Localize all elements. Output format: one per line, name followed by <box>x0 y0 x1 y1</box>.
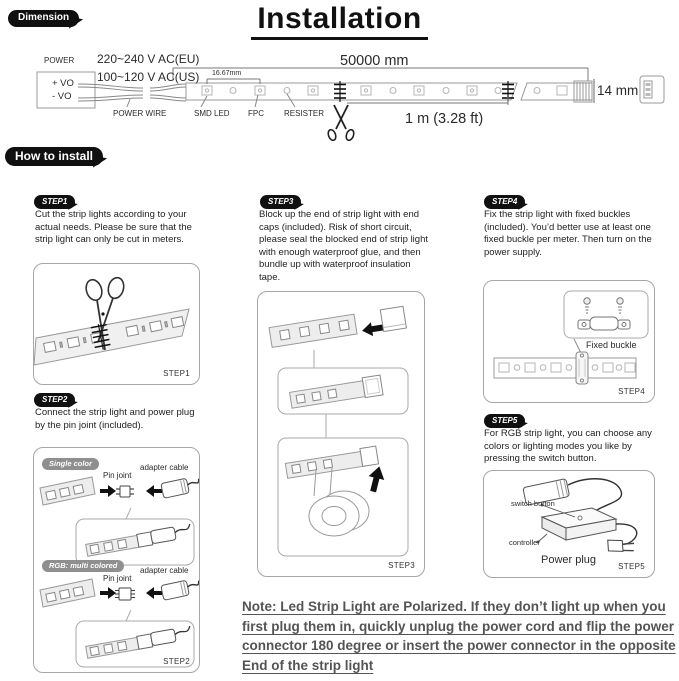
adapter-cable <box>568 479 622 513</box>
step4-diagram-tag: STEP4 <box>618 387 645 396</box>
arrow-left-icon <box>361 320 385 337</box>
step3-diagram <box>257 291 425 577</box>
switch-button-label: switch button <box>511 499 555 508</box>
positive-terminal-label: + VO <box>52 78 74 89</box>
strip-width-label: 14 mm <box>597 83 639 98</box>
buckle-on-strip <box>576 352 588 384</box>
step2-diagram-tag: STEP2 <box>163 657 190 666</box>
power-plug-label: Power plug <box>541 554 597 566</box>
pin-joint-label: Pin joint <box>103 574 132 583</box>
pin-joint-4pin <box>115 588 135 600</box>
page-title: Installation <box>251 0 427 40</box>
arrow-left-icon <box>146 485 162 497</box>
step5-text: For RGB strip light, you can choose any colors or lighting modes you like by pressing the switch button. <box>484 428 652 465</box>
step4-badge: STEP4 <box>484 195 525 209</box>
power-wire-label: POWER WIRE <box>113 109 167 118</box>
rgb-multi-colored-badge: RGB: multi colored <box>42 560 124 572</box>
step5-badge: STEP5 <box>484 414 525 428</box>
smd-led-label: SMD LED <box>194 109 230 118</box>
step1-text: Cut the strip lights according to your actual needs. Please be sure that the strip light can only be cut in meters. <box>35 209 192 246</box>
strip-open-end <box>269 314 357 347</box>
strip-band <box>34 309 189 365</box>
step5-diagram-tag: STEP5 <box>618 562 645 571</box>
total-length-label: 50000 mm <box>340 53 409 69</box>
cut-mark-1 <box>334 81 346 102</box>
pin-joint-2pin <box>116 486 134 497</box>
step3-badge: STEP3 <box>260 195 301 209</box>
arrow-right-icon <box>100 485 116 497</box>
step3-text: Block up the end of strip light with end caps (included). Risk of short circuit, please seal the blocked end of strip light with enough waterproof glue, and then bundle up with waterproof insulation tape. <box>259 209 428 283</box>
buckle-leader-line <box>574 339 581 353</box>
adapter-cable-label: adapter cable <box>140 463 189 472</box>
pin-connector-icon <box>640 76 664 103</box>
dimension-badge: Dimension <box>8 10 79 27</box>
zoom-leader-1 <box>126 508 131 519</box>
step3-diagram-art <box>258 292 424 576</box>
voltage-eu-label: 220~240 V AC(EU) <box>97 52 200 66</box>
resister-label: RESISTER <box>284 109 325 118</box>
adapter-cable-label: adapter cable <box>140 566 189 575</box>
dimension-diagram <box>0 45 679 145</box>
step4-text: Fix the strip light with fixed buckles (included). You’d better use at least one fixed buckle per meter. Then turn on the power supply. <box>484 209 652 258</box>
arrow-right-icon <box>100 587 116 599</box>
fpc-label: FPC <box>248 109 264 118</box>
negative-terminal-label: - VO <box>52 91 72 102</box>
step2-diagram <box>33 447 200 673</box>
controller-label: controller <box>509 538 540 547</box>
fixed-buckle-label: Fixed buckle <box>586 340 637 350</box>
step1-badge: STEP1 <box>34 195 75 209</box>
step3-diagram-tag: STEP3 <box>388 561 415 570</box>
polarity-note: Note: Led Strip Light are Polarized. If they don’t light up when you first plug them in, quickly unplug the power cord and flip the power connector 180 degree or insert the power connector in the opposite End of the strip light <box>242 599 676 673</box>
adapter-single <box>161 476 199 499</box>
pin-joint-label: Pin joint <box>103 471 132 480</box>
power-wire-lines <box>78 84 186 101</box>
power-label: POWER <box>44 56 75 65</box>
step4-diagram <box>483 280 655 403</box>
voltage-us-label: 100~120 V AC(US) <box>97 70 200 84</box>
adapter-rgb <box>161 578 199 601</box>
title-wrap <box>0 0 679 40</box>
power-plug-art <box>605 535 636 558</box>
zoom-leader-2 <box>126 610 131 621</box>
arrow-left-icon <box>146 587 162 599</box>
step1-diagram-art <box>34 264 199 384</box>
single-color-badge: Single color <box>42 458 99 470</box>
buckle-detail-box <box>564 291 648 338</box>
step2-badge: STEP2 <box>34 393 75 407</box>
controller-box <box>542 508 616 540</box>
end-cap <box>380 306 406 331</box>
scissors-icon <box>327 105 355 141</box>
step2-text: Connect the strip light and power plug by the pin joint (included). <box>35 407 195 431</box>
one-meter-dimension-line <box>347 97 508 105</box>
step5-diagram <box>483 470 655 578</box>
led-pitch-label: 16.67mm <box>212 70 242 77</box>
how-to-install-badge: How to install <box>5 147 103 166</box>
cut-length-label: 1 m (3.28 ft) <box>405 111 484 127</box>
step1-diagram <box>33 263 200 385</box>
step1-diagram-tag: STEP1 <box>163 369 190 378</box>
